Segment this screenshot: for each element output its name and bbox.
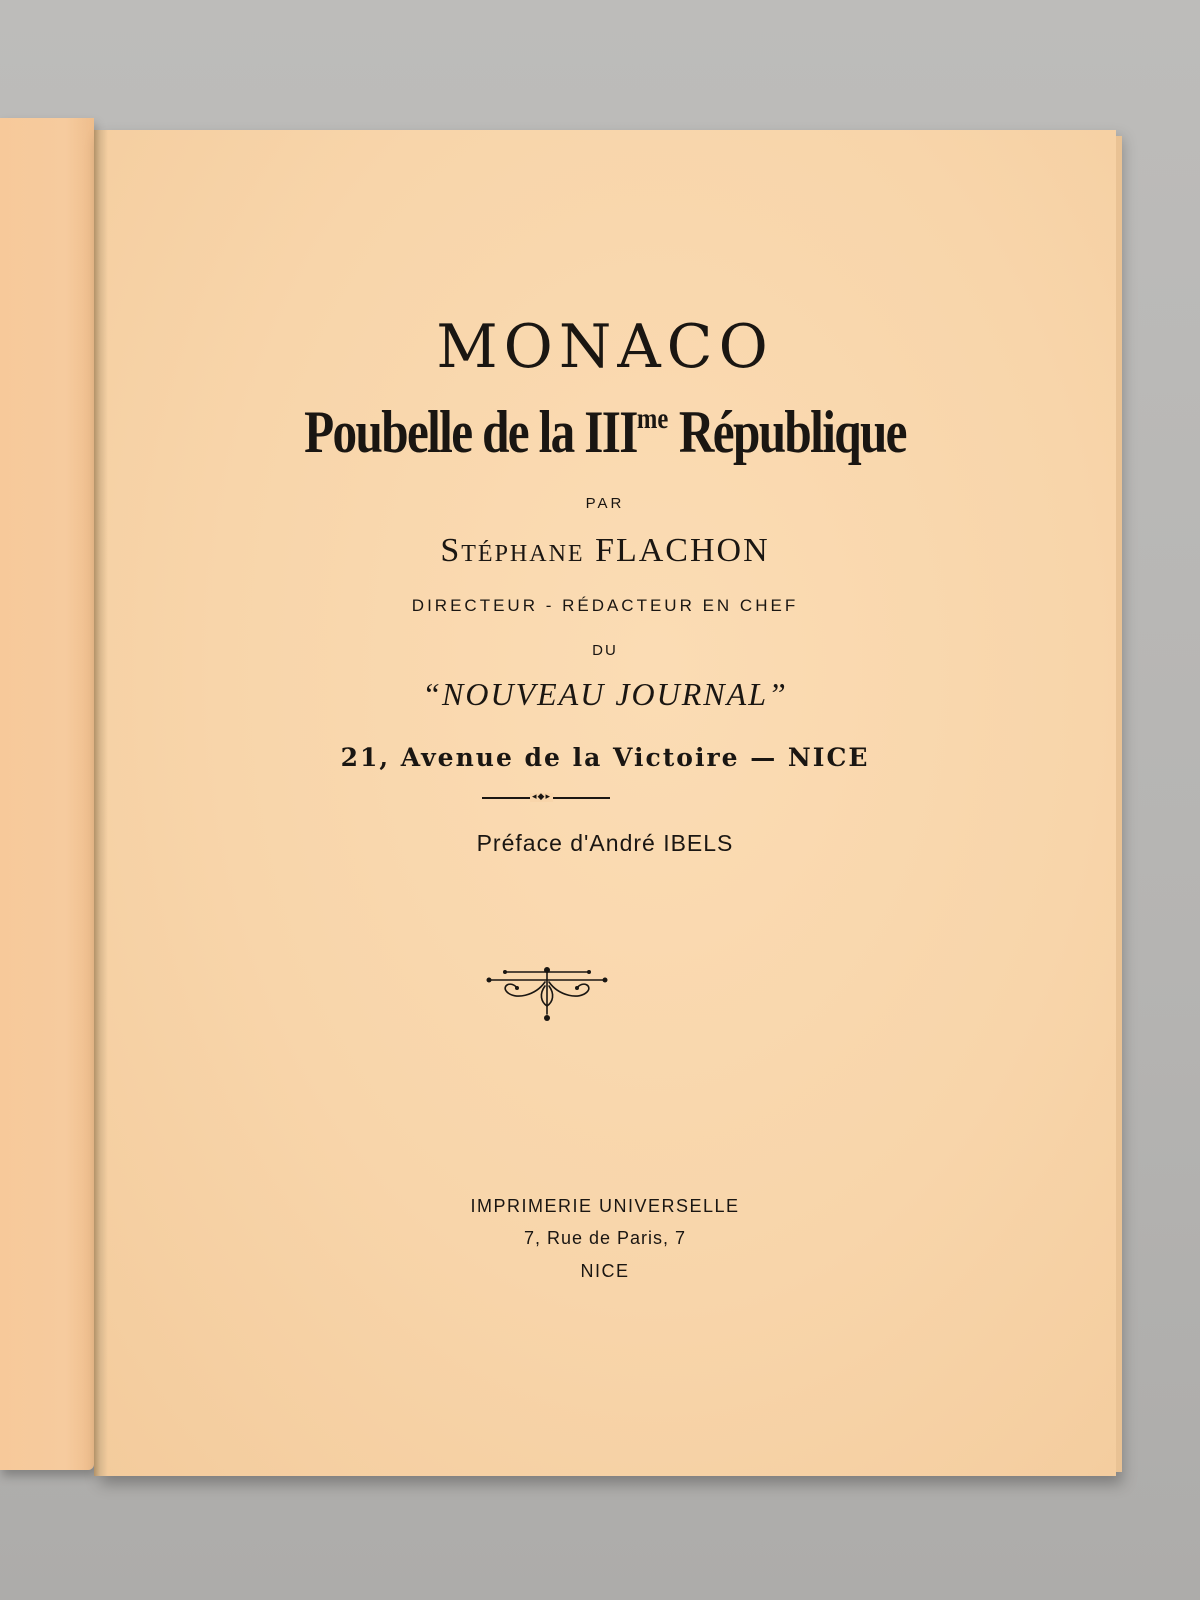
divider-dots-icon: ◂◆▸ — [532, 792, 551, 802]
newspaper-name: “NOUVEAU JOURNAL” — [422, 676, 788, 712]
of-line: DU — [592, 642, 618, 659]
by-line: PAR — [585, 495, 625, 512]
subtitle-end: République — [678, 399, 906, 465]
printer-name: IMPRIMERIE UNIVERSELLE — [470, 1196, 740, 1216]
newspaper-address: 21, Avenue de la Victoire — NICE — [340, 743, 870, 772]
divider-rule — [482, 792, 610, 802]
preface-credit: Préface d'André IBELS — [476, 830, 734, 856]
book-subtitle — [186, 398, 1024, 467]
author-role: DIRECTEUR - RÉDACTEUR EN CHEF — [411, 596, 799, 615]
subtitle-superscript: me — [636, 402, 669, 435]
title-page — [94, 130, 1116, 1476]
author-name: Stéphane FLACHON — [440, 532, 770, 569]
printer-street: 7, Rue de Paris, 7 — [523, 1228, 687, 1248]
subtitle-main: Poubelle de la III — [304, 399, 637, 465]
printer-city: NICE — [580, 1261, 630, 1281]
previous-page-edge — [0, 118, 94, 1470]
book-title: MONACO — [436, 312, 774, 382]
fleuron-ornament-icon — [485, 966, 609, 1026]
page-fore-edge — [1116, 136, 1122, 1472]
